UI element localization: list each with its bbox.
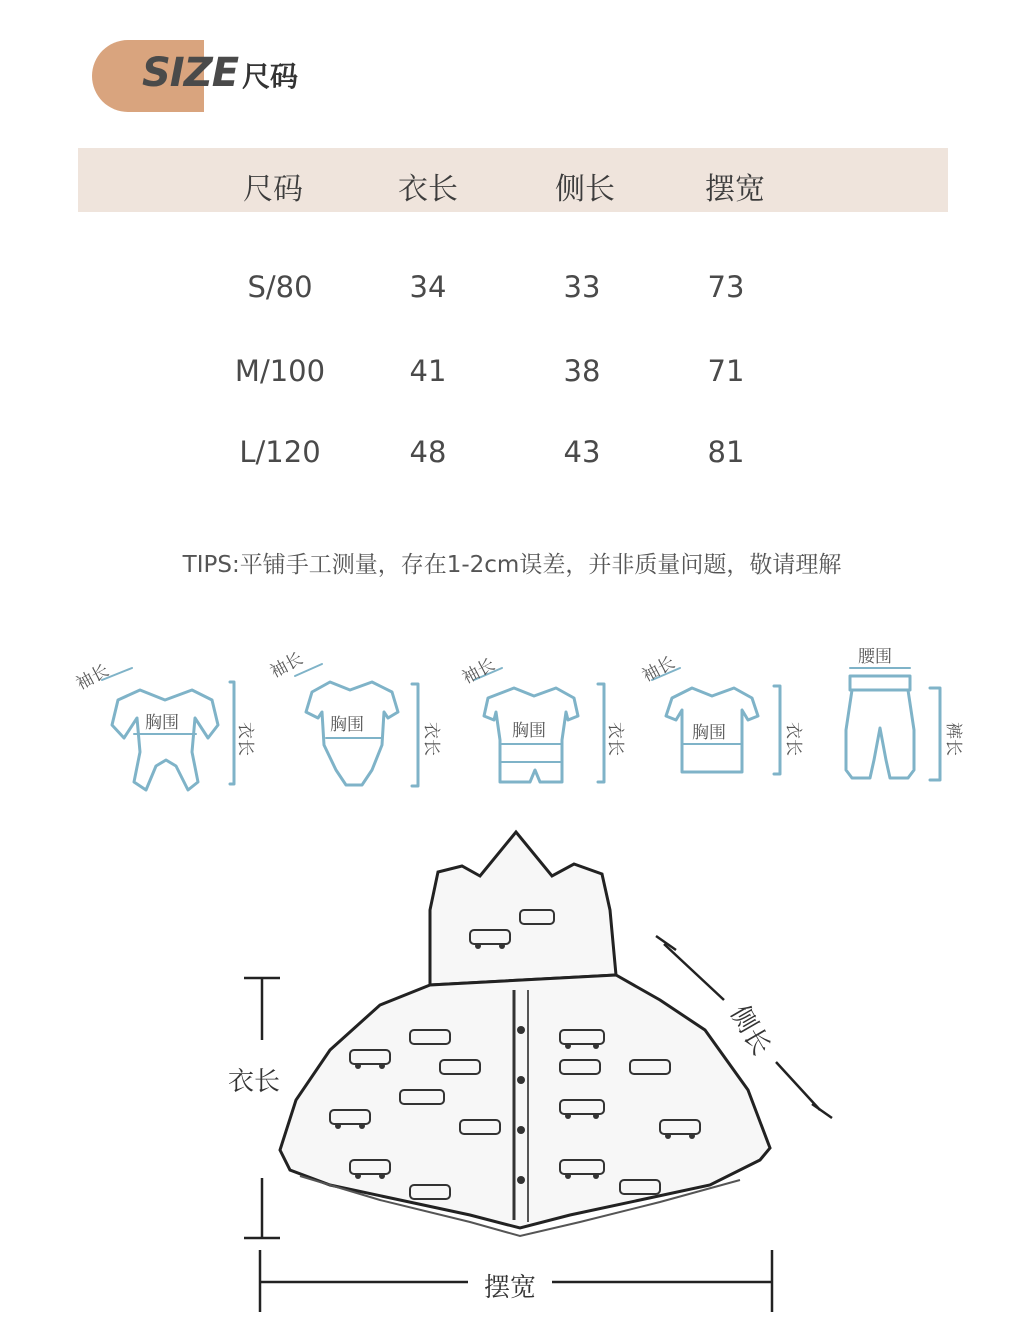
header-size: 尺码 bbox=[243, 172, 303, 207]
table-cell: 33 bbox=[563, 270, 601, 304]
bodysuit-length-label: 衣长 bbox=[421, 722, 441, 756]
header-hem-width: 摆宽 bbox=[705, 172, 765, 207]
romper-chest-label: 胸围 bbox=[145, 713, 179, 733]
tshirt-icon bbox=[652, 668, 780, 774]
tshirt-length-label: 衣长 bbox=[783, 722, 803, 756]
header-side-length: 侧长 bbox=[555, 172, 615, 207]
table-cell: 48 bbox=[409, 435, 447, 469]
cape-hood bbox=[430, 832, 616, 985]
romper-length-label: 衣长 bbox=[235, 722, 255, 756]
tshirt-sleeve-label: 袖长 bbox=[638, 652, 679, 687]
cape-length-label: 衣长 bbox=[228, 1067, 281, 1097]
cape-body bbox=[280, 975, 770, 1228]
pants-icon bbox=[846, 668, 940, 780]
table-cell: 43 bbox=[563, 435, 601, 469]
pants-length-label: 裤长 bbox=[943, 722, 963, 756]
table-cell: M/100 bbox=[234, 354, 326, 388]
table-cell: L/120 bbox=[239, 435, 321, 469]
table-cell: 41 bbox=[409, 354, 447, 388]
table-cell: 71 bbox=[707, 354, 745, 388]
table-cell: S/80 bbox=[247, 270, 313, 304]
header-length: 衣长 bbox=[398, 172, 458, 207]
pants-waist-label: 腰围 bbox=[858, 647, 892, 667]
shortall-length-label: 衣长 bbox=[605, 722, 625, 756]
tips-text: TIPS:平铺手工测量，存在1-2cm误差，并非质量问题，敬请理解 bbox=[182, 552, 842, 578]
shortall-sleeve-label: 袖长 bbox=[458, 654, 499, 689]
cape-hem-label: 摆宽 bbox=[484, 1273, 537, 1303]
table-cell: 81 bbox=[707, 435, 745, 469]
tshirt-chest-label: 胸围 bbox=[692, 723, 726, 743]
size-heading-cn: 尺码 bbox=[242, 60, 299, 93]
table-cell: 34 bbox=[409, 270, 447, 304]
shortall-chest-label: 胸围 bbox=[512, 721, 546, 741]
bodysuit-chest-label: 胸围 bbox=[330, 715, 364, 735]
table-cell: 38 bbox=[563, 354, 601, 388]
size-heading-en: SIZE bbox=[142, 50, 239, 96]
bodysuit-sleeve-label: 袖长 bbox=[266, 648, 307, 683]
cape-illustration bbox=[280, 832, 770, 1236]
table-cell: 73 bbox=[707, 270, 745, 304]
romper-sleeve-label: 袖长 bbox=[72, 660, 113, 695]
cape-side-label: 侧长 bbox=[723, 1000, 776, 1061]
